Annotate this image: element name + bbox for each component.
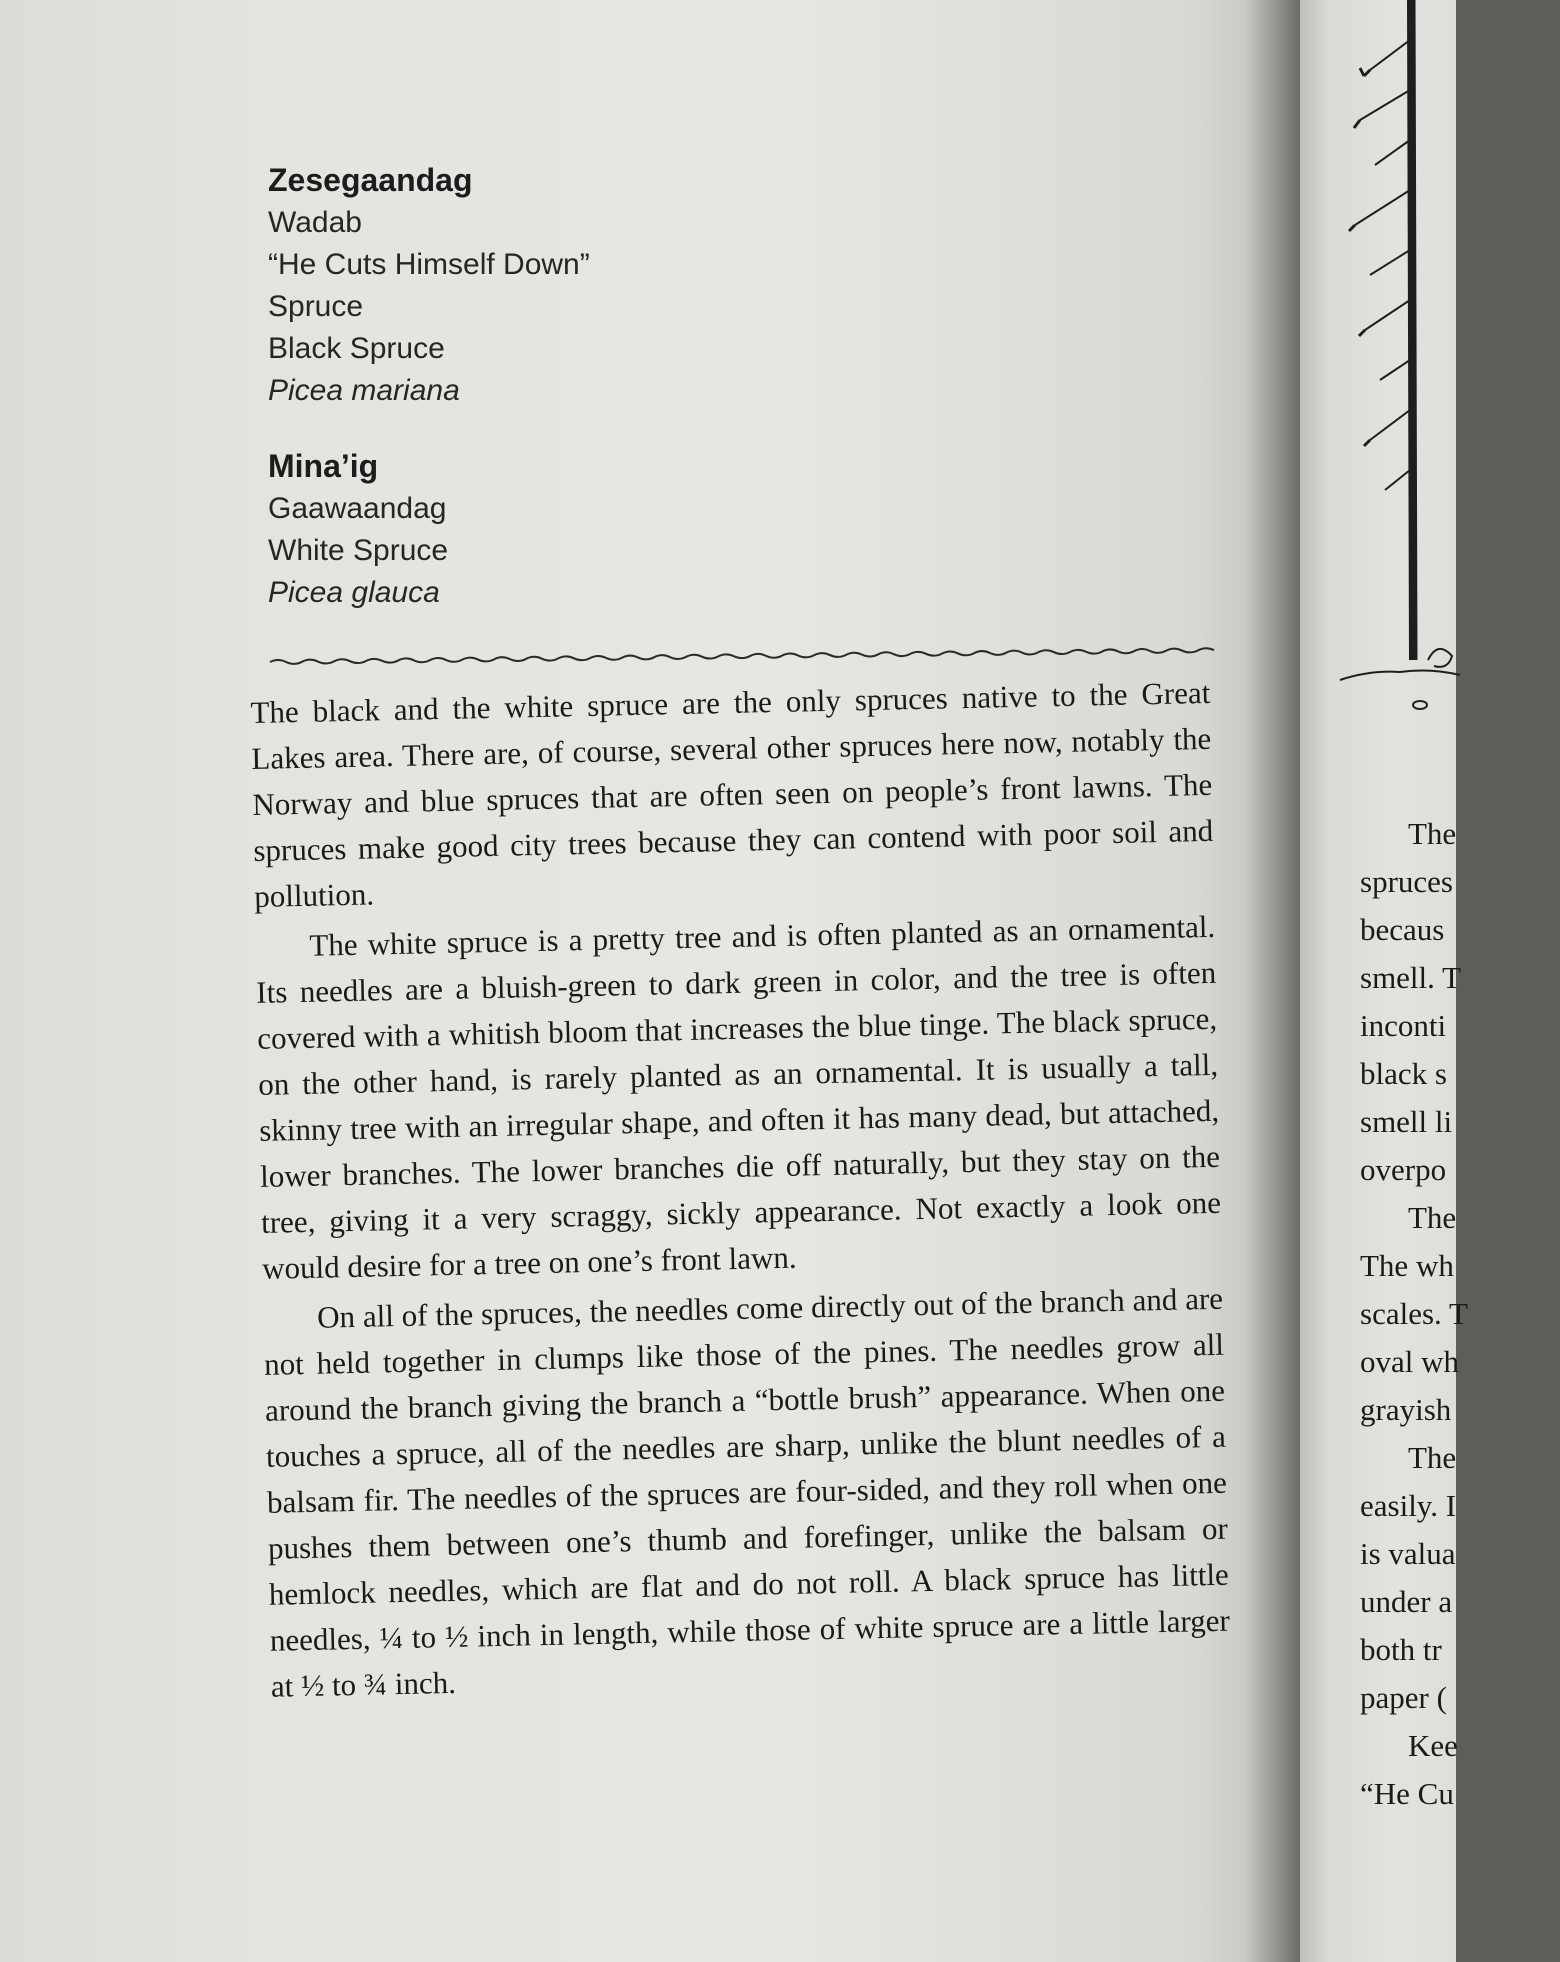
tree-name-entries — [268, 158, 1068, 646]
facing-page-line: grayish — [1360, 1392, 1452, 1427]
body-text — [250, 670, 1231, 1714]
facing-page-line: under a — [1360, 1584, 1453, 1619]
facing-page-text — [1360, 810, 1560, 1818]
facing-page-line: The — [1408, 1440, 1457, 1475]
facing-page-line: paper ( — [1360, 1680, 1447, 1715]
facing-page-line: easily. I — [1360, 1488, 1457, 1523]
wavy-divider — [270, 640, 1210, 670]
facing-page-line: Kee — [1408, 1728, 1458, 1763]
book-gutter-shadow — [1245, 0, 1305, 1962]
facing-page-line: The — [1408, 1200, 1457, 1235]
entry-black-spruce — [268, 158, 1068, 412]
paragraph: The black and the white spruce are the only spruces native to the Great Lakes area. There are, of course, several other spruces here now, notably the Norway and blue spruces that are often seen on people’s front lawns. The spruces make good city trees because they can contend with poor soil and pollution. — [250, 674, 1214, 914]
facing-page-line: “He Cu — [1360, 1776, 1454, 1811]
paragraph: The white spruce is a pretty tree and is often planted as an ornamental. Its needles are a bluish-green to dark green in color, and the tree is often covered with a whitish bloom that increases the blue tinge. The black spruce, on the other hand, is rarely planted as an ornamental. It is usually a tall, skinny tree with an irregular shape, and often it has many dead, but attached, lower branches. The lower branches die off naturally, but they stay on the tree, giving it a very scraggy, sickly appearance. Not exactly a look one would desire for a tree on one’s front lawn. — [255, 908, 1222, 1286]
entry-latin-name: Picea mariana — [268, 374, 460, 407]
facing-page-line: The wh — [1360, 1248, 1454, 1283]
facing-page-line: scales. T — [1360, 1296, 1468, 1331]
facing-page-line: becaus — [1360, 912, 1445, 947]
facing-page-line: black s — [1360, 1056, 1447, 1091]
facing-page-line: oval wh — [1360, 1344, 1460, 1379]
entry-line: Spruce — [268, 290, 364, 323]
facing-page-line: inconti — [1360, 1008, 1447, 1043]
facing-page-line: is valua — [1360, 1536, 1456, 1571]
entry-line: “He Cuts Himself Down” — [268, 248, 590, 281]
entry-line: Black Spruce — [268, 332, 445, 365]
facing-page-line: both tr — [1360, 1632, 1442, 1667]
entry-white-spruce — [268, 444, 1068, 614]
entry-title: Mina’ig — [268, 448, 379, 484]
entry-latin-name: Picea glauca — [268, 576, 440, 609]
entry-title: Zesegaandag — [268, 162, 473, 198]
spruce-tree-illustration — [1340, 0, 1460, 720]
entry-line: White Spruce — [268, 534, 449, 567]
entry-line: Gaawaandag — [268, 492, 447, 525]
facing-page-line: overpo — [1360, 1152, 1447, 1187]
facing-page-line: spruces — [1360, 864, 1453, 899]
entry-line: Wadab — [268, 206, 362, 239]
facing-page-line: The — [1408, 816, 1457, 851]
paragraph: On all of the spruces, the needles come directly out of the branch and are not held together in clumps like those of the pines. The needles grow all around the branch giving the branch a “bottle brush” appearance. When one touches a spruce, all of the needles are sharp, unlike the blunt needles of a balsam fir. The needles of the spruces are four-sided, and they roll when one pushes them between one’s thumb and forefinger, unlike the balsam or hemlock needles, which are flat and do not roll. A black spruce has little needles, ¼ to ½ inch in length, while those of white spruce are a little larger at ½ to ¾ inch. — [263, 1280, 1231, 1704]
facing-page — [1300, 0, 1468, 1962]
facing-page-line: smell li — [1360, 1104, 1453, 1139]
facing-page-line: smell. T — [1360, 960, 1462, 995]
